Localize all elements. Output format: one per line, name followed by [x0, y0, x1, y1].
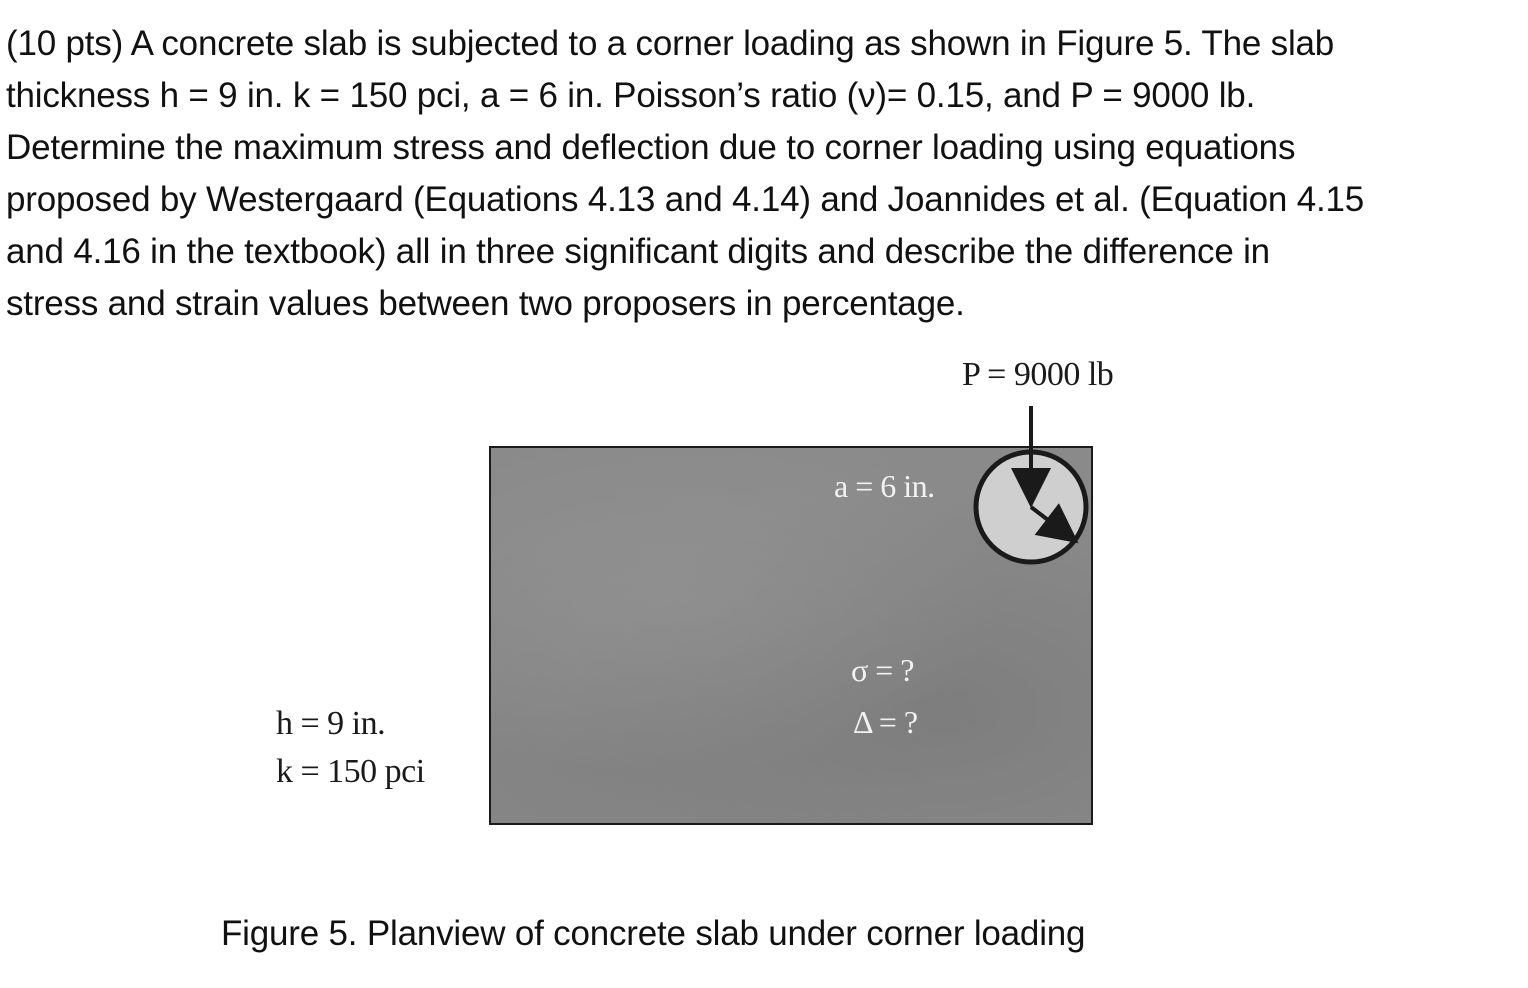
thickness-label: h = 9 in.	[276, 705, 386, 742]
stress-label: σ = ?	[851, 652, 914, 688]
deflection-label: Δ = ?	[853, 704, 918, 740]
load-label: P = 9000 lb	[962, 356, 1114, 393]
problem-line: (10 pts) A concrete slab is subjected to a corner loading as shown in Figure 5. The slab	[6, 24, 1335, 63]
problem-line: Determine the maximum stress and deflection due to corner loading using equations	[6, 128, 1296, 167]
problem-line: thickness h = 9 in. k = 150 pci, a = 6 in. Poisson’s ratio (ν)= 0.15, and P = 9000 lb.	[6, 76, 1256, 115]
problem-line: stress and strain values between two proposers in percentage.	[6, 284, 965, 323]
problem-line: and 4.16 in the textbook) all in three significant digits and describe the difference in	[6, 232, 1270, 271]
radius-label: a = 6 in.	[834, 468, 935, 504]
problem-statement	[6, 18, 1522, 330]
corner-load-diagram	[960, 400, 1100, 575]
subgrade-modulus-label: k = 150 pci	[276, 753, 425, 790]
problem-line: proposed by Westergaard (Equations 4.13 and 4.14) and Joannides et al. (Equation 4.15	[6, 180, 1365, 219]
figure-caption: Figure 5. Planview of concrete slab under corner loading	[221, 914, 1086, 953]
slab-properties	[276, 700, 425, 796]
